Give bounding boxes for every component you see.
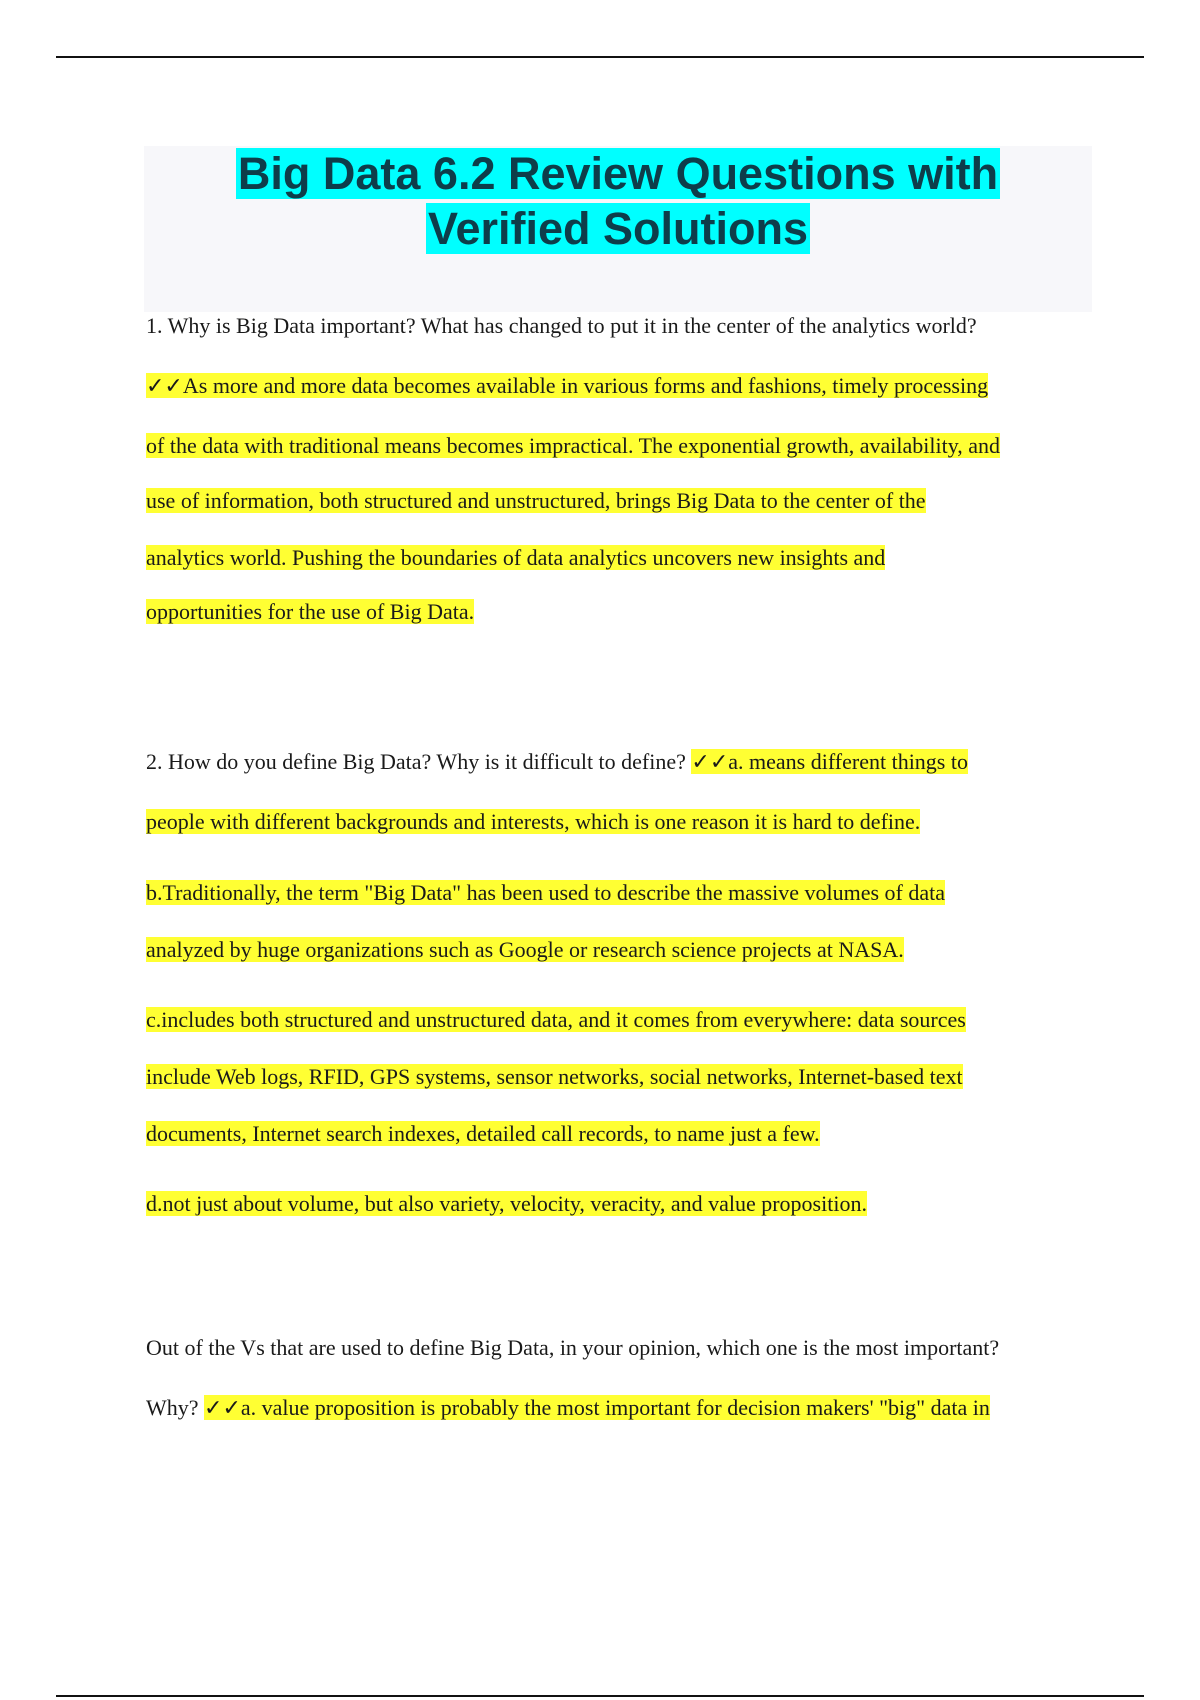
- q2-answer-line-3: [146, 935, 904, 965]
- title-line-1: Big Data 6.2 Review Questions with: [237, 148, 999, 199]
- q2-question: 2. How do you define Big Data? Why is it difficult to define?: [146, 749, 692, 774]
- q2-answer-text-5: include Web logs, RFID, GPS systems, sensor networks, social networks, Internet-based text: [146, 1064, 963, 1089]
- q2-answer-a-start: ✓✓a. means different things to: [691, 749, 968, 774]
- q1-answer-text-5: opportunities for the use of Big Data.: [146, 599, 475, 624]
- q3-answer-start: ✓✓a. value proposition is probably the most important for decision makers' "big" data in: [204, 1395, 990, 1420]
- q2-answer-line-1: [146, 807, 920, 837]
- title-line-2: Verified Solutions: [427, 203, 809, 254]
- q1-answer-text-2: of the data with traditional means becomes impractical. The exponential growth, availability, and: [146, 433, 1001, 458]
- q3-question-line-1: Out of the Vs that are used to define Big Data, in your opinion, which one is the most important?: [146, 1335, 1000, 1360]
- q2-answer-text-7: d.not just about volume, but also variety, velocity, veracity, and value proposition.: [146, 1191, 867, 1216]
- q1-answer-text-4: analytics world. Pushing the boundaries of data analytics uncovers new insights and: [146, 545, 886, 570]
- document-title: [144, 146, 1092, 256]
- q2-answer-text-4: c.includes both structured and unstructured data, and it comes from everywhere: data sources: [146, 1007, 966, 1032]
- q2-answer-line-7: [146, 1189, 867, 1219]
- q2-answer-text-2: b.Traditionally, the term "Big Data" has been used to describe the massive volumes of data: [146, 880, 945, 905]
- q1-answer-line-1: [146, 371, 988, 401]
- q1-answer-line-3: [146, 486, 926, 516]
- q2-answer-line-4: [146, 1005, 966, 1035]
- q2-answer-line-2: [146, 878, 945, 908]
- q1-answer-line-2: [146, 431, 1000, 461]
- q1-answer-text-1: ✓✓As more and more data becomes available in various forms and fashions, timely processing: [146, 373, 989, 398]
- top-rule: [56, 56, 1144, 58]
- bottom-rule: [56, 1695, 1144, 1697]
- q1-answer-line-4: [146, 543, 885, 573]
- q3-question-prefix: Why?: [146, 1395, 205, 1420]
- q2-answer-text-3: analyzed by huge organizations such as Google or research science projects at NASA.: [146, 937, 904, 962]
- q1-question: 1. Why is Big Data important? What has changed to put it in the center of the analytics world?: [146, 313, 977, 338]
- q2-question-line: [146, 747, 968, 777]
- title-block: [144, 146, 1092, 312]
- q1-answer-text-3: use of information, both structured and unstructured, brings Big Data to the center of the: [146, 488, 926, 513]
- q2-answer-text-1: people with different backgrounds and interests, which is one reason it is hard to define.: [146, 809, 921, 834]
- q2-answer-line-6: [146, 1119, 820, 1149]
- q1-answer-line-5: [146, 597, 474, 627]
- q2-answer-line-5: [146, 1062, 963, 1092]
- q3-question-line-2: [146, 1393, 990, 1423]
- q2-answer-text-6: documents, Internet search indexes, detailed call records, to name just a few.: [146, 1121, 820, 1146]
